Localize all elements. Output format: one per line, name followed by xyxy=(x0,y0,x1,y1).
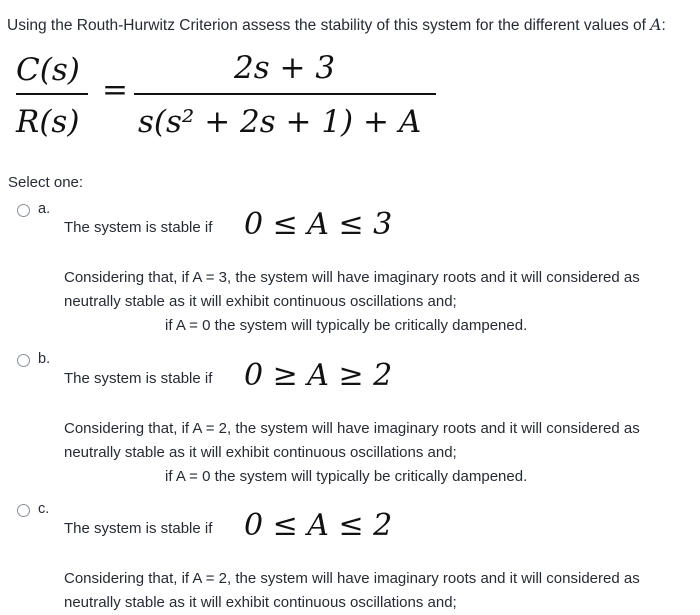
rhs-fraction-bar xyxy=(134,93,436,95)
rhs-numerator: 2s + 3 xyxy=(234,50,336,86)
question-suffix: : xyxy=(661,17,666,34)
option-b-condition: 0 ≥ A ≥ 2 xyxy=(244,358,393,393)
equals-sign: = xyxy=(102,72,128,108)
option-a-stable-text: The system is stable if xyxy=(64,219,213,236)
option-c-stable-text: The system is stable if xyxy=(64,520,213,537)
option-c-line-1: Considering that, if A = 2, the system will have imaginary roots and it will considered as xyxy=(64,570,640,587)
option-b-line-2: neutrally stable as it will exhibit continuous oscillations and; xyxy=(64,444,457,461)
radio-option-c[interactable] xyxy=(17,504,30,517)
option-a-line-3: if A = 0 the system will typically be critically dampened. xyxy=(165,317,528,334)
option-b-stable-text: The system is stable if xyxy=(64,370,213,387)
option-a-letter: a. xyxy=(38,201,51,217)
option-c-line-2: neutrally stable as it will exhibit continuous oscillations and; xyxy=(64,594,457,611)
option-c-letter: c. xyxy=(38,501,50,517)
option-b-line-3: if A = 0 the system will typically be critically dampened. xyxy=(165,468,528,485)
select-one-label: Select one: xyxy=(8,174,84,191)
radio-option-a[interactable] xyxy=(17,204,30,217)
question-variable: A xyxy=(650,16,662,34)
lhs-numerator: C(s) xyxy=(16,52,80,88)
question-prefix: Using the Routh-Hurwitz Criterion assess the stability of this system for the different values of xyxy=(7,17,651,34)
option-a-condition: 0 ≤ A ≤ 3 xyxy=(244,207,393,242)
lhs-fraction-bar xyxy=(16,93,88,95)
option-a-line-1: Considering that, if A = 3, the system will have imaginary roots and it will considered as xyxy=(64,269,640,286)
option-a-line-2: neutrally stable as it will exhibit continuous oscillations and; xyxy=(64,293,457,310)
lhs-denominator: R(s) xyxy=(16,104,80,140)
radio-option-b[interactable] xyxy=(17,354,30,367)
question-text xyxy=(7,16,666,35)
option-b-line-1: Considering that, if A = 2, the system will have imaginary roots and it will considered as xyxy=(64,420,640,437)
rhs-denominator: s(s² + 2s + 1) + A xyxy=(138,104,422,140)
option-b-letter: b. xyxy=(38,351,51,367)
option-c-condition: 0 ≤ A ≤ 2 xyxy=(244,508,393,543)
